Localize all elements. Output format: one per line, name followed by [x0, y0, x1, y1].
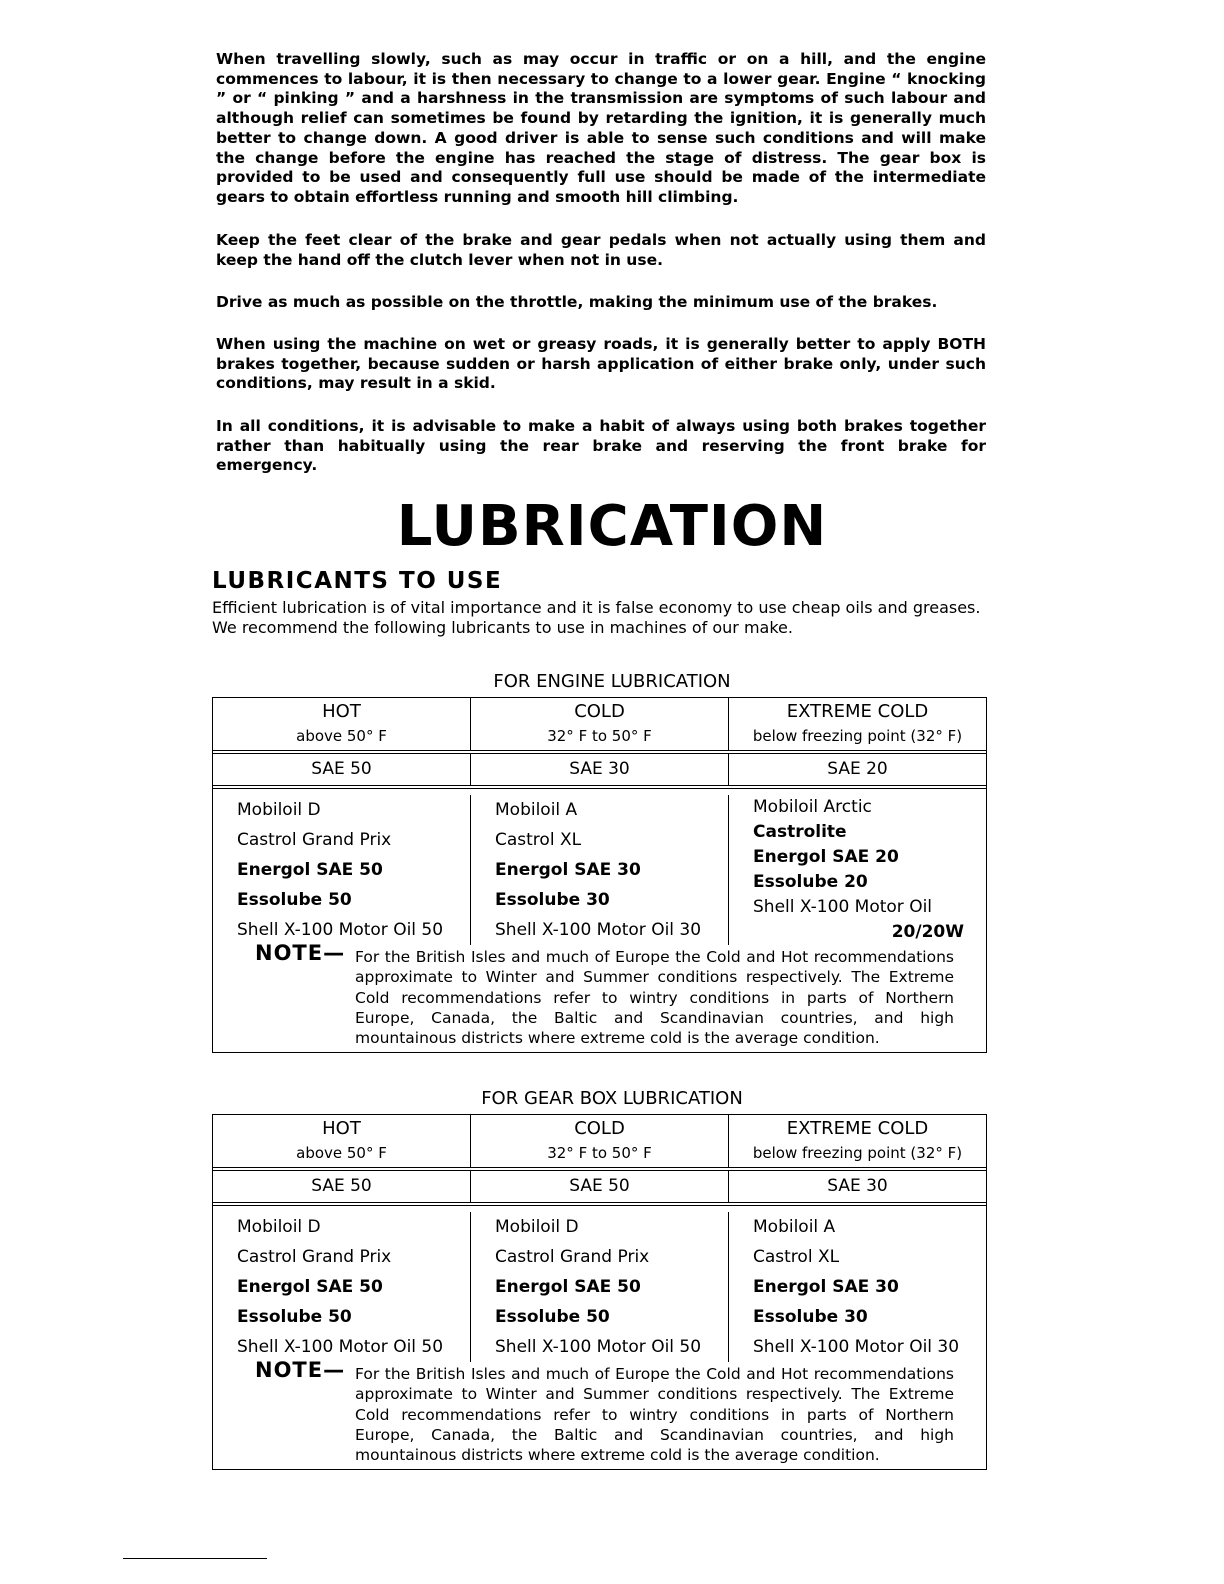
brand-list-cold — [470, 1212, 728, 1362]
paragraph-feet-clear: Keep the feet clear of the brake and gear pedals when not actually using them and keep the hand off the clutch lever when not in use. — [216, 231, 986, 269]
engine-lubrication-table — [212, 697, 987, 1053]
column-header-extreme-cold: EXTREME COLD below freezing point (32° F) — [728, 1115, 986, 1167]
list-item: Energol SAE 50 — [237, 860, 383, 880]
intro-line-1: Efficient lubrication is of vital importance and it is false economy to use cheap oils and greases. — [212, 598, 981, 617]
list-item: Castrolite — [753, 822, 847, 842]
list-item: Essolube 50 — [237, 1307, 352, 1327]
sae-grade: SAE 20 — [728, 754, 986, 785]
list-item: Shell X-100 Motor Oil 30 — [753, 1337, 960, 1357]
sae-grade: SAE 50 — [311, 1176, 372, 1196]
list-item: Mobiloil D — [495, 1217, 579, 1237]
list-item: Castrol Grand Prix — [495, 1247, 650, 1267]
list-item: Essolube 50 — [495, 1307, 610, 1327]
brand-list-hot — [213, 795, 470, 945]
list-item: Shell X-100 Motor Oil 30 — [495, 920, 702, 940]
list-item: Mobiloil Arctic — [753, 797, 872, 817]
sae-grade: SAE 50 — [470, 1171, 728, 1202]
list-item: Essolube 30 — [753, 1307, 868, 1327]
column-header-cold: COLD 32° F to 50° F — [470, 1115, 728, 1167]
list-item: Essolube 30 — [495, 890, 610, 910]
column-header-extreme-cold: EXTREME COLD below freezing point (32° F) — [728, 698, 986, 750]
note-label: NOTE— — [255, 1358, 346, 1382]
paragraph-throttle: Drive as much as possible on the throttle, making the minimum use of the brakes. — [216, 293, 938, 311]
list-item: Shell X-100 Motor Oil 50 — [237, 920, 444, 940]
list-item: Shell X-100 Motor Oil 50 — [495, 1337, 702, 1357]
section-heading: LUBRICANTS TO USE — [212, 568, 503, 594]
table-header-row — [213, 1115, 986, 1168]
brand-list-row — [213, 788, 986, 945]
gearbox-table-caption: FOR GEAR BOX LUBRICATION — [481, 1088, 743, 1109]
note-label: NOTE— — [255, 941, 346, 965]
paragraph-gear-change: When travelling slowly, such as may occur in traffic or on a hill, and the engine commences to labour, it is then necessary to change to a lower gear. Engine “ knocking ” or “ pinking ” and a harshness in the transmission are symptoms of such labour and although relief can sometimes be found by retarding the ignition, it is generally much better to change down. A good driver is able to sense such conditions and will make the change before the engine has reached the stage of distress. The gear box is provided to be used and consequently full use should be made of the intermediate gears to obtain effortless running and smooth hill climbing. — [216, 50, 986, 206]
list-item: Energol SAE 50 — [237, 1277, 383, 1297]
list-item: Energol SAE 50 — [495, 1277, 641, 1297]
sae-grade-row — [213, 753, 986, 786]
note-text: For the British Isles and much of Europe the Cold and Hot recommendations approximate to Winter and Summer conditions respectively. The Extreme Cold recommendations refer to wintry conditions in parts of Northern Europe, Canada, the Baltic and Scandinavian countries, and high mountainous districts where extreme cold is the average condition. — [355, 948, 954, 1048]
list-item: Mobiloil D — [237, 1217, 321, 1237]
list-item: Energol SAE 30 — [753, 1277, 899, 1297]
paragraph-both-brakes: In all conditions, it is advisable to make a habit of always using both brakes together rather than habitually using the rear brake and reserving the front brake for emergency. — [216, 417, 986, 475]
brand-list-row — [213, 1205, 986, 1362]
list-item: Mobiloil A — [495, 800, 578, 820]
sae-grade: SAE 30 — [728, 1171, 986, 1202]
engine-table-caption: FOR ENGINE LUBRICATION — [493, 671, 731, 692]
list-item: Mobiloil D — [237, 800, 321, 820]
column-header-hot: HOT above 50° F — [296, 701, 387, 745]
list-item: Castrol Grand Prix — [237, 1247, 392, 1267]
list-item: 20/20W — [891, 922, 964, 942]
list-item: Energol SAE 30 — [495, 860, 641, 880]
list-item: Castrol Grand Prix — [237, 830, 392, 850]
list-item: Essolube 20 — [753, 872, 868, 892]
column-header-cold: COLD 32° F to 50° F — [470, 698, 728, 750]
list-item: Shell X-100 Motor Oil — [753, 897, 933, 917]
list-item: Castrol XL — [495, 830, 582, 850]
sae-grade: SAE 50 — [311, 759, 372, 779]
list-item: Castrol XL — [753, 1247, 840, 1267]
gearbox-note — [213, 1358, 986, 1469]
footnote-rule — [123, 1558, 267, 1559]
intro-text — [212, 598, 988, 638]
page-title: LUBRICATION — [396, 494, 828, 559]
paragraph-wet-roads: When using the machine on wet or greasy roads, it is generally better to apply BOTH brakes together, because sudden or harsh application of either brake only, under such conditions, may result in a skid. — [216, 335, 986, 393]
list-item: Mobiloil A — [753, 1217, 836, 1237]
brand-list-hot — [213, 1212, 470, 1362]
engine-note — [213, 941, 986, 1052]
column-header-hot: HOT above 50° F — [296, 1118, 387, 1162]
list-item: Shell X-100 Motor Oil 50 — [237, 1337, 444, 1357]
gearbox-lubrication-table — [212, 1114, 987, 1470]
intro-line-2: We recommend the following lubricants to use in machines of our make. — [212, 618, 793, 637]
list-item: Essolube 50 — [237, 890, 352, 910]
brand-list-extreme-cold — [728, 1212, 986, 1362]
note-text: For the British Isles and much of Europe the Cold and Hot recommendations approximate to Winter and Summer conditions respectively. The Extreme Cold recommendations refer to wintry conditions in parts of Northern Europe, Canada, the Baltic and Scandinavian countries, and high mountainous districts where extreme cold is the average condition. — [355, 1365, 954, 1465]
brand-list-cold — [470, 795, 728, 945]
brand-list-extreme-cold — [728, 795, 986, 945]
table-header-row — [213, 698, 986, 751]
sae-grade-row — [213, 1170, 986, 1203]
list-item: Energol SAE 20 — [753, 847, 899, 867]
sae-grade: SAE 30 — [470, 754, 728, 785]
